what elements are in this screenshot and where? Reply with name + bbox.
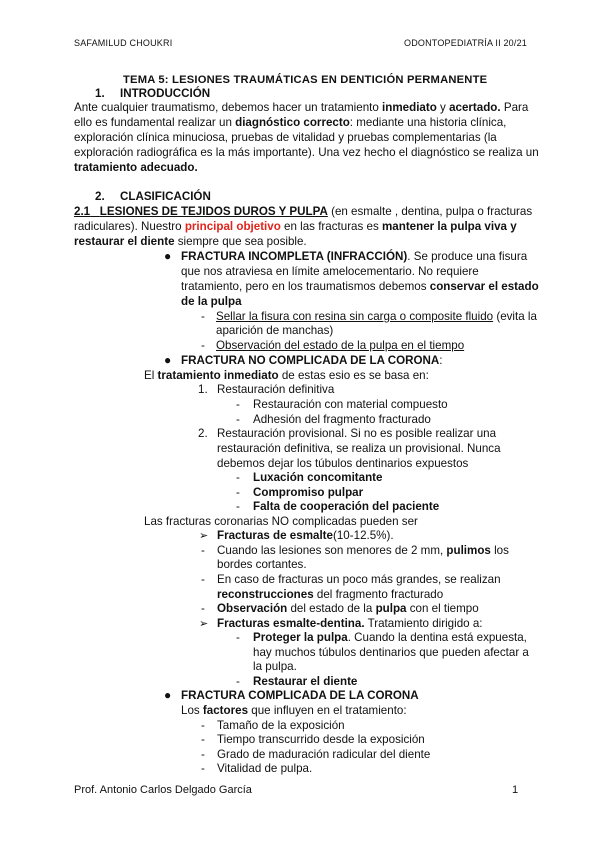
- subsection-2-1-line-1: 2.1 LESIONES DE TEJIDOS DUROS Y PULPA (en esmalte , dentina, pulpa o fracturas: [74, 205, 533, 218]
- dash-marker: -: [236, 675, 240, 688]
- incompleta-dash-2: Observación del estado de la pulpa en el tiempo: [216, 339, 465, 352]
- bullet-icon: ●: [164, 688, 172, 702]
- clasif-heading-number: 2.: [95, 190, 105, 203]
- number-marker: 1.: [198, 383, 208, 396]
- fracturas-esmalte: Fracturas de esmalte(10-12.5%).: [217, 529, 394, 542]
- numbered-2-dash-1: Luxación concomitante: [253, 471, 383, 484]
- numbered-1-dash-1: Restauración con material compuesto: [253, 398, 448, 411]
- complicada-intro: Los factores que influyen en el tratamiento:: [181, 704, 407, 717]
- esmalte-dash-3: Observación del estado de la pulpa con el tiempo: [217, 602, 479, 615]
- esmalte-dash-2: En caso de fracturas un poco más grandes, se realizan: [217, 573, 501, 586]
- esmalte-dentina-dash-2: Restaurar el diente: [253, 675, 358, 688]
- esmalte-dash-1: Cuando las lesiones son menores de 2 mm, pulimos los: [217, 544, 509, 557]
- factor-3: Grado de maduración radicular del diente: [217, 748, 431, 761]
- footer-author: Prof. Antonio Carlos Delgado García: [74, 784, 252, 796]
- numbered-item-2-line-2: restauración definitiva, se realiza un provisional. Nunca: [217, 442, 501, 455]
- intro-heading-number: 1.: [95, 87, 105, 100]
- dash-marker: -: [201, 339, 205, 352]
- esmalte-dentina-dash-1-cont: hay muchos túbulos dentinarios que pueden afectar a: [253, 646, 529, 659]
- subsection-2-1-line-2: radiculares). Nuestro principal objetivo en las fracturas es mantener la pulpa viva y: [74, 220, 517, 233]
- page-number: 1: [512, 784, 519, 796]
- dash-marker: -: [201, 719, 205, 732]
- fracturas-intro: Las fracturas coronarias NO complicadas pueden ser: [144, 515, 418, 528]
- intro-line-5: tratamiento adecuado.: [74, 161, 198, 174]
- incompleta-line-1: FRACTURA INCOMPLETA (INFRACCIÓN). Se produce una fisura: [181, 250, 528, 263]
- dash-marker: -: [236, 486, 240, 499]
- dash-marker: -: [201, 762, 205, 775]
- incompleta-dash-1-cont: aparición de manchas): [216, 324, 334, 337]
- complicada-title: FRACTURA COMPLICADA DE LA CORONA: [181, 689, 419, 702]
- intro-heading: INTRODUCCIÓN: [120, 87, 211, 100]
- incompleta-line-2: que nos atraviesa en límite amelocementario. No requiere: [181, 265, 479, 278]
- numbered-item-2-line-1: Restauración provisional. Si no es posible realizar una: [217, 427, 497, 440]
- fracturas-esmalte-dentina: Fracturas esmalte-dentina. Tratamiento dirigido a:: [217, 617, 483, 630]
- factor-4: Vitalidad de pulpa.: [217, 762, 313, 775]
- intro-line-4: exploración radiográfica es la más importante). Una vez hecho el diagnóstico se realiza un: [74, 146, 539, 159]
- header-right: ODONTOPEDIATRÍA II 20/21: [404, 38, 528, 48]
- arrow-bullet-icon: ➢: [199, 618, 209, 630]
- incompleta-line-4: de la pulpa: [181, 295, 242, 308]
- numbered-2-dash-2: Compromiso pulpar: [253, 486, 364, 499]
- bullet-icon: ●: [164, 353, 172, 367]
- esmalte-dentina-dash-1-cont2: la pulpa.: [253, 660, 297, 673]
- dash-marker: -: [201, 602, 205, 615]
- no-complicada-title: FRACTURA NO COMPLICADA DE LA CORONA:: [181, 354, 443, 367]
- numbered-item-1: Restauración definitiva: [217, 383, 335, 396]
- esmalte-dash-2-cont: reconstrucciones del fragmento fracturado: [217, 588, 444, 601]
- header-left: SAFAMILUD CHOUKRI: [74, 38, 173, 48]
- incompleta-dash-1: Sellar la fisura con resina sin carga o composite fluido (evita la: [216, 310, 537, 323]
- dash-marker: -: [236, 500, 240, 513]
- factor-2: Tiempo transcurrido desde la exposición: [217, 733, 425, 746]
- dash-marker: -: [201, 748, 205, 761]
- number-marker: 2.: [198, 427, 208, 440]
- clasif-heading: CLASIFICACIÓN: [120, 190, 211, 203]
- bullet-icon: ●: [164, 249, 172, 263]
- dash-marker: -: [201, 573, 205, 586]
- dash-marker: -: [201, 733, 205, 746]
- intro-line-2: ello es fundamental realizar un diagnóstico correcto: mediante una historia clínica,: [74, 116, 507, 129]
- numbered-item-2-line-3: debemos dejar los túbulos dentinarios expuestos: [217, 457, 469, 470]
- esmalte-dash-1-cont: bordes cortantes.: [217, 558, 307, 571]
- numbered-1-dash-2: Adhesión del fragmento fracturado: [253, 413, 431, 426]
- dash-marker: -: [236, 398, 240, 411]
- arrow-bullet-icon: ➢: [199, 530, 209, 542]
- dash-marker: -: [201, 544, 205, 557]
- dash-marker: -: [236, 413, 240, 426]
- page-title: TEMA 5: LESIONES TRAUMÁTICAS EN DENTICIÓN PERMANENTE: [123, 74, 488, 86]
- dash-marker: -: [201, 310, 205, 323]
- intro-line-3: exploración clínica minuciosa, pruebas de vitalidad y pruebas complementarias (la: [74, 131, 497, 144]
- incompleta-line-3: tratamiento, pero en los traumatismos debemos conservar el estado: [181, 280, 539, 293]
- no-complicada-intro: El tratamiento inmediato de estas esio es se basa en:: [144, 369, 429, 382]
- dash-marker: -: [236, 471, 240, 484]
- factor-1: Tamaño de la exposición: [217, 719, 345, 732]
- esmalte-dentina-dash-1: Proteger la pulpa. Cuando la dentina está expuesta,: [253, 631, 527, 644]
- numbered-2-dash-3: Falta de cooperación del paciente: [253, 500, 440, 513]
- dash-marker: -: [236, 631, 240, 644]
- subsection-2-1-line-3: restaurar el diente siempre que sea posible.: [74, 235, 307, 248]
- intro-line-1: Ante cualquier traumatismo, debemos hacer un tratamiento inmediato y acertado. Para: [74, 101, 529, 114]
